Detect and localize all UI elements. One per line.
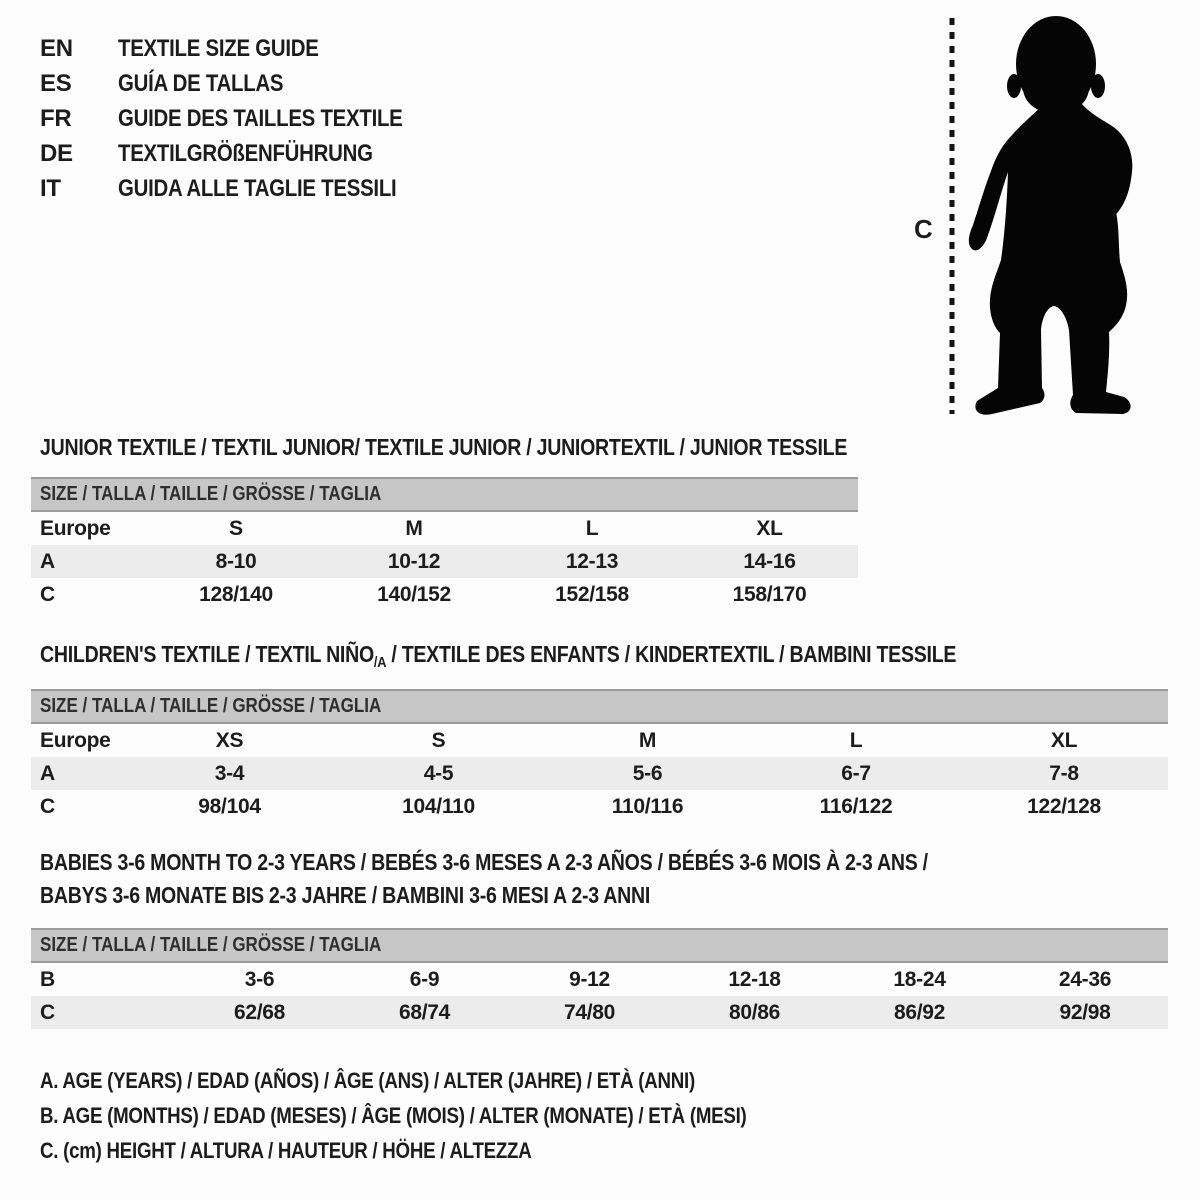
value-cell: 98/104: [198, 794, 261, 818]
junior-size-table: [31, 477, 858, 611]
size-header-label: SIZE / TALLA / TAILLE / GRÖSSE / TAGLIA: [40, 695, 382, 717]
row-label-cell: B: [40, 967, 55, 991]
value-cell: 104/110: [402, 794, 475, 818]
babies-title-line1-text: BABIES 3-6 MONTH TO 2-3 YEARS / BEBÉS 3-6 MESES A 2-3 AÑOS / BÉBÉS 3-6 MOIS À 2-3 ANS /: [40, 849, 928, 875]
language-code: EN: [40, 34, 73, 62]
value-cell: 140/152: [377, 582, 451, 606]
size-header-row: [31, 478, 858, 511]
value-cell: 86/92: [837, 996, 1002, 1029]
junior-section-title-text: JUNIOR TEXTILE / TEXTIL JUNIOR/ TEXTILE JUNIOR / JUNIORTEXTIL / JUNIOR TESSILE: [40, 434, 848, 460]
table-row-height: [31, 996, 1168, 1029]
size-header-cell: [31, 478, 858, 511]
value-cell: 14-16: [681, 545, 858, 578]
children-size-table: [31, 689, 1168, 823]
value-cell: 6-7: [752, 757, 960, 790]
size-header-row: [31, 690, 1168, 723]
row-label-cell: A: [31, 757, 125, 790]
language-row: [40, 66, 453, 101]
value-cell: 9-12: [569, 967, 610, 991]
value-cell: 116/122: [819, 794, 893, 818]
value-cell: 3-4: [125, 757, 334, 790]
baby-silhouette: [969, 16, 1133, 415]
table-row-age: [31, 545, 858, 578]
babies-section-title-line2: [40, 882, 758, 909]
language-code: DE: [40, 139, 73, 167]
language-label: TEXTILE SIZE GUIDE: [118, 34, 319, 62]
language-row: [40, 31, 453, 66]
value-cell: 110/116: [611, 794, 684, 818]
language-title-block: [40, 31, 453, 206]
size-header-row: [31, 929, 1168, 962]
value-cell: 10-12: [325, 545, 503, 578]
children-section-title: [40, 641, 1118, 671]
value-cell: 12-13: [503, 545, 681, 578]
value-cell: M: [405, 516, 423, 540]
value-cell: L: [585, 516, 599, 540]
language-row: [40, 101, 453, 136]
table-row-europe: [31, 511, 858, 545]
row-label-cell: A: [31, 545, 147, 578]
value-cell: 6-9: [409, 967, 440, 991]
size-header-label: SIZE / TALLA / TAILLE / GRÖSSE / TAGLIA: [40, 934, 382, 956]
value-cell: S: [229, 516, 243, 540]
row-label-cell: Europe: [40, 516, 111, 540]
language-row: [40, 136, 453, 171]
baby-ear-right: [1091, 74, 1105, 98]
value-cell: L: [849, 728, 863, 752]
children-section-title-text: [40, 641, 956, 671]
row-label-cell: C: [31, 996, 177, 1029]
value-cell: XS: [215, 728, 244, 752]
legend-line-a-text: A. AGE (YEARS) / EDAD (AÑOS) / ÂGE (ANS) / ALTER (JAHRE) / ETÀ (ANNI): [40, 1068, 695, 1093]
value-cell: 5-6: [543, 757, 752, 790]
value-cell: 74/80: [507, 996, 672, 1029]
children-title-post: / TEXTILE DES ENFANTS / KINDERTEXTIL / BAMBINI TESSILE: [386, 641, 957, 667]
value-cell: XL: [756, 516, 783, 540]
legend-line-a: [40, 1068, 871, 1103]
table-row-age: [31, 757, 1168, 790]
value-cell: 92/98: [1002, 996, 1168, 1029]
value-cell: M: [638, 728, 657, 752]
baby-ear-left: [1007, 74, 1021, 98]
baby-body: [969, 96, 1133, 415]
row-label-cell: C: [40, 794, 55, 818]
table-row-height: [31, 790, 1168, 823]
value-cell: 7-8: [960, 757, 1168, 790]
table-row-height: [31, 578, 858, 611]
value-cell: XL: [1050, 728, 1078, 752]
value-cell: 3-6: [244, 967, 275, 991]
legend-line-b: [40, 1103, 871, 1138]
value-cell: 18-24: [893, 967, 946, 991]
row-label-cell: Europe: [40, 728, 111, 752]
value-cell: 158/170: [732, 582, 807, 606]
legend-line-c: [40, 1138, 871, 1173]
height-measure-label: C: [914, 214, 933, 244]
babies-section-title-line1: [40, 849, 1085, 876]
value-cell: 68/74: [342, 996, 507, 1029]
language-row: [40, 171, 453, 206]
value-cell: S: [431, 728, 446, 752]
value-cell: 62/68: [177, 996, 342, 1029]
value-cell: 80/86: [672, 996, 837, 1029]
measure-legend: [40, 1068, 871, 1173]
language-code: IT: [40, 174, 61, 202]
language-label: GUIDA ALLE TAGLIE TESSILI: [118, 174, 397, 202]
table-row-age-months: [31, 962, 1168, 996]
size-header-label: SIZE / TALLA / TAILLE / GRÖSSE / TAGLIA: [40, 483, 382, 505]
value-cell: 4-5: [334, 757, 543, 790]
children-title-pre: CHILDREN'S TEXTILE / TEXTIL NIÑO: [40, 641, 374, 667]
language-code: FR: [40, 104, 72, 132]
baby-silhouette-figure: [880, 0, 1200, 440]
language-label: TEXTILGRÖßENFÜHRUNG: [118, 139, 373, 167]
babies-title-line2-text: BABYS 3-6 MONATE BIS 2-3 JAHRE / BAMBINI 3-6 MESI A 2-3 ANNI: [40, 882, 651, 908]
junior-section-title: [40, 434, 990, 461]
value-cell: 122/128: [1027, 794, 1101, 818]
value-cell: 24-36: [1058, 967, 1112, 991]
language-code: ES: [40, 69, 72, 97]
row-label-cell: C: [40, 582, 55, 606]
legend-line-c-text: C. (cm) HEIGHT / ALTURA / HAUTEUR / HÖHE / ALTEZZA: [40, 1138, 532, 1163]
children-title-sub: /A: [373, 654, 387, 671]
value-cell: 128/140: [199, 582, 273, 606]
value-cell: 152/158: [555, 582, 629, 606]
language-label: GUIDE DES TAILLES TEXTILE: [118, 104, 403, 132]
size-header-cell: [31, 690, 1168, 723]
legend-line-b-text: B. AGE (MONTHS) / EDAD (MESES) / ÂGE (MOIS) / ALTER (MONATE) / ETÀ (MESI): [40, 1103, 747, 1128]
value-cell: 8-10: [147, 545, 325, 578]
table-row-europe: [31, 723, 1168, 757]
value-cell: 12-18: [728, 967, 781, 991]
babies-size-table: [31, 928, 1168, 1029]
language-label: GUÍA DE TALLAS: [118, 69, 284, 97]
size-header-cell: [31, 929, 1168, 962]
